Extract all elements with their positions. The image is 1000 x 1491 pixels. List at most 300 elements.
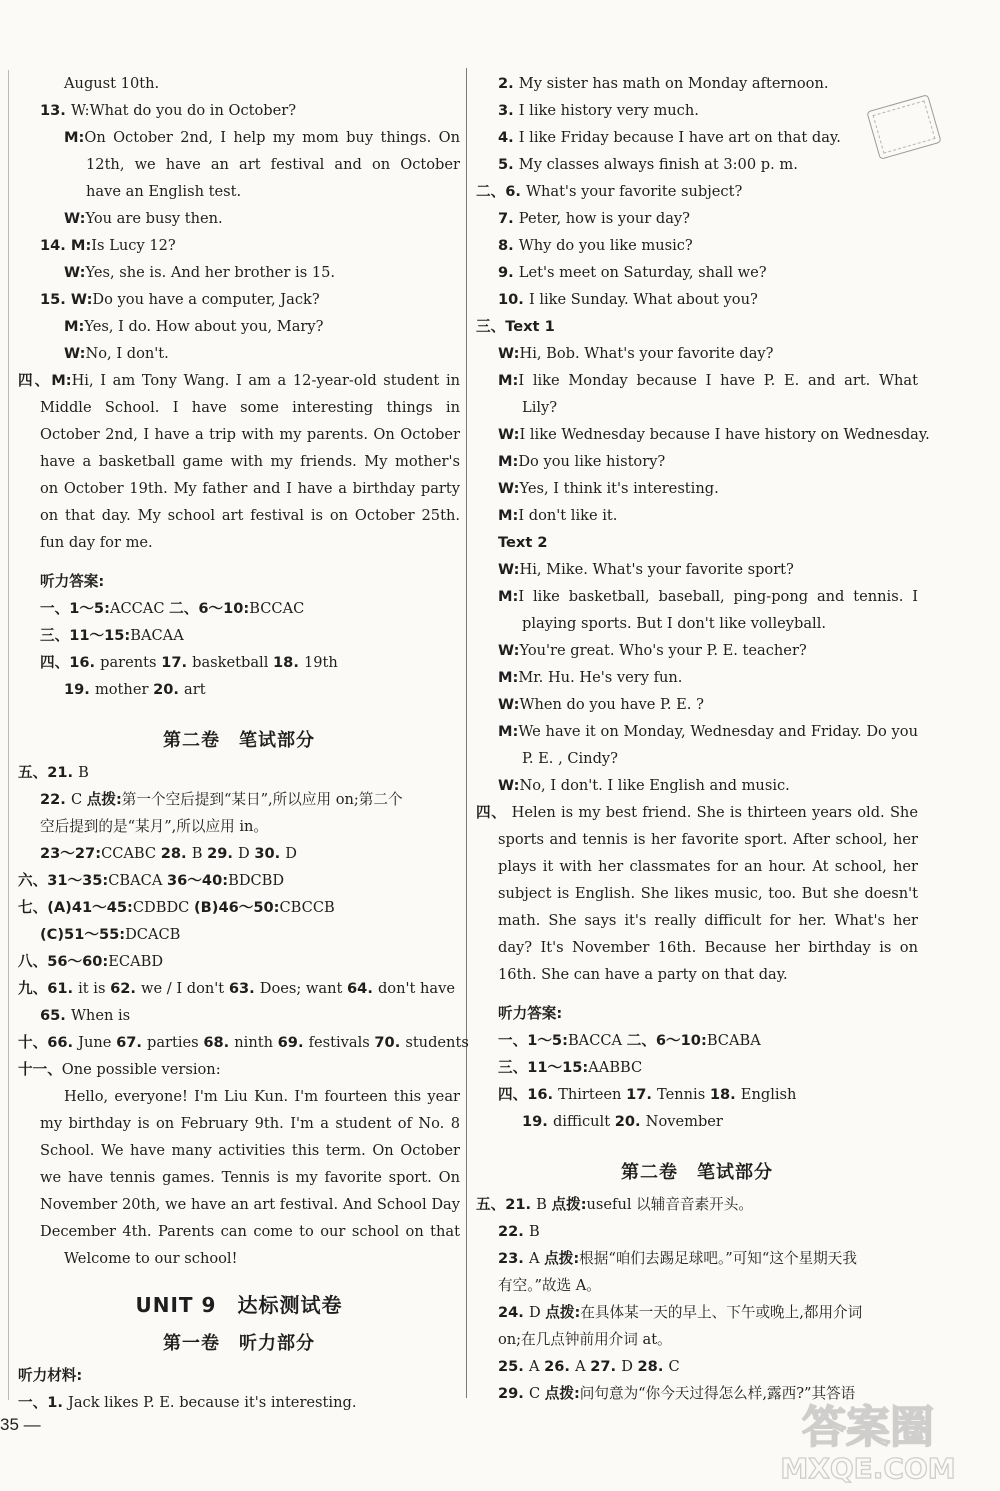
item-label: W: — [498, 480, 520, 497]
item-label: 25. — [498, 1358, 529, 1375]
item-text: mother — [94, 681, 154, 698]
item-text: DCACB — [125, 926, 181, 943]
item-text: 在具体某一天的早上、下午或晚上,都用介词 — [580, 1304, 863, 1321]
item-text: plays it with her classmates for an hour. At school, her — [498, 858, 918, 875]
item-label: 13. — [40, 102, 71, 119]
text-line — [476, 718, 918, 745]
text-line — [476, 664, 918, 691]
item-text: on that day. My school art festival is on October 25th. — [40, 507, 460, 524]
item-text: A — [528, 1358, 545, 1375]
text-line — [476, 1027, 918, 1054]
item-text: 12th, we have an art festival and on October — [86, 156, 460, 173]
item-label: 三、11～15: — [498, 1059, 589, 1076]
text-line — [18, 568, 460, 595]
text-line — [18, 97, 460, 124]
text-line — [476, 799, 918, 826]
item-label: 36～40: — [167, 872, 229, 889]
text-line — [476, 448, 918, 475]
item-label: 二、6. — [476, 183, 526, 200]
item-text: Middle School. I have some interesting things in — [40, 399, 460, 416]
text-line — [476, 1299, 918, 1326]
text-line — [18, 921, 460, 948]
section-heading — [476, 1155, 918, 1191]
item-text: 根据“咱们去踢足球吧。”可知“这个星期天我 — [579, 1250, 857, 1267]
item-text: W:What do you do in October? — [70, 102, 297, 119]
item-text: Let's meet on Saturday, shall we? — [518, 264, 767, 281]
text-line — [476, 583, 918, 610]
item-label: 点拨: — [551, 1196, 587, 1213]
spacer — [18, 1272, 460, 1284]
spacer — [18, 556, 460, 568]
item-text: basketball — [192, 654, 274, 671]
item-label: (C)51～55: — [40, 926, 126, 943]
item-label: 一、1～5: — [498, 1032, 568, 1049]
item-text: on;在几点钟前用介词 at。 — [498, 1331, 672, 1348]
text-line — [476, 475, 918, 502]
item-text: CBCCB — [279, 899, 335, 916]
item-text: have a basketball game with my friends. My mother's — [40, 453, 460, 470]
text-line — [18, 475, 460, 502]
item-text: School. We have many activities this term. On October — [40, 1142, 460, 1159]
text-line — [476, 286, 918, 313]
item-label: 八、56～60: — [18, 953, 109, 970]
item-label: 五、21. — [476, 1196, 537, 1213]
text-line — [476, 556, 918, 583]
item-text: BACAA — [130, 627, 184, 644]
column-divider — [466, 68, 467, 1398]
item-text: You're great. Who's your P. E. teacher? — [519, 642, 807, 659]
item-text: C — [528, 1385, 545, 1402]
item-text: Hi, I am Tony Wang. I am a 12-year-old student in — [71, 372, 460, 389]
item-label: 28. — [160, 845, 192, 862]
item-text: students — [405, 1034, 469, 1051]
item-text: Jack likes P. E. because it's interesting. — [67, 1394, 357, 1411]
item-label: M: — [64, 318, 85, 335]
item-text: 问句意为“你今天过得怎么样,露西?”其答语 — [579, 1385, 856, 1402]
text-line — [476, 880, 918, 907]
text-line — [18, 367, 460, 394]
text-line — [476, 1000, 918, 1027]
item-text: D — [528, 1304, 546, 1321]
item-text: 空后提到的是“某月”,所以应用 in。 — [40, 818, 268, 835]
item-label: W: — [64, 264, 86, 281]
item-label: 六、31～35: — [18, 872, 109, 889]
item-label: 69. — [277, 1034, 309, 1051]
item-text: 第二卷 笔试部分 — [621, 1162, 773, 1183]
item-text: ninth — [234, 1034, 278, 1051]
item-label: 23～27: — [40, 845, 102, 862]
text-line — [18, 1164, 460, 1191]
text-line — [476, 259, 918, 286]
item-label: 28. — [637, 1358, 669, 1375]
item-text: Lily? — [522, 399, 558, 416]
item-text: October 2nd, I have a trip with my parents. On October — [40, 426, 460, 443]
item-label: 四、16. — [498, 1086, 559, 1103]
item-label: 10. — [498, 291, 529, 308]
item-text: Peter, how is your day? — [518, 210, 691, 227]
text-line — [18, 1137, 460, 1164]
text-line — [18, 259, 460, 286]
text-line — [18, 421, 460, 448]
item-label: 点拨: — [545, 1304, 581, 1321]
item-text: P. E. , Cindy? — [522, 750, 618, 767]
unit-title — [18, 1284, 460, 1326]
item-label: 五、21. — [18, 764, 79, 781]
text-line — [476, 394, 918, 421]
text-line — [18, 1245, 460, 1272]
left-margin-rule — [8, 70, 9, 1400]
watermark-line-1: 答案圈 — [802, 1402, 934, 1453]
item-label: 4. — [498, 129, 519, 146]
item-text: I like Monday because I have P. E. and art. What — [518, 372, 918, 389]
item-text: B — [78, 764, 89, 781]
text-line — [476, 124, 918, 151]
text-line — [18, 205, 460, 232]
item-text: Thirteen — [558, 1086, 627, 1103]
item-text: difficult — [552, 1113, 615, 1130]
text-line — [18, 649, 460, 676]
text-line — [18, 1029, 469, 1056]
item-label: M: — [498, 507, 519, 524]
item-text: ACCAC — [109, 600, 170, 617]
item-label: 三、Text 1 — [476, 318, 555, 335]
item-text: CDBDC — [132, 899, 194, 916]
text-line — [476, 1054, 918, 1081]
item-label: 15. W: — [40, 291, 93, 308]
item-label: 点拨: — [86, 791, 122, 808]
text-line — [18, 894, 460, 921]
item-label: 9. — [498, 264, 519, 281]
item-label: 七、(A)41～45: — [18, 899, 133, 916]
item-text: day? It's November 16th. Because her birthday is on — [498, 939, 918, 956]
text-line — [18, 676, 460, 703]
item-text: Yes, I think it's interesting. — [519, 480, 719, 497]
item-label: W: — [498, 345, 520, 362]
item-text: useful 以辅音音素开头。 — [586, 1196, 753, 1213]
item-label: 19. — [64, 681, 95, 698]
item-text: My classes always finish at 3:00 p. m. — [518, 156, 798, 173]
text-line — [476, 421, 930, 448]
item-text: 第一卷 听力部分 — [163, 1333, 315, 1354]
item-label: M: — [498, 588, 519, 605]
item-label: 65. — [40, 1007, 71, 1024]
text-line — [476, 529, 918, 556]
item-label: 听力材料: — [18, 1367, 83, 1384]
item-text: CBACA — [108, 872, 168, 889]
text-line — [476, 151, 918, 178]
text-line — [18, 840, 460, 867]
item-text: You are busy then. — [85, 210, 223, 227]
item-text: parties — [147, 1034, 204, 1051]
item-label: 2. — [498, 75, 519, 92]
item-text: art — [184, 681, 206, 698]
text-line — [18, 70, 460, 97]
item-text: BCCAC — [249, 600, 305, 617]
text-line — [476, 70, 918, 97]
item-text: D — [621, 1358, 638, 1375]
text-line — [476, 340, 918, 367]
text-line — [476, 826, 918, 853]
item-label: 29. — [498, 1385, 529, 1402]
page-number: 35 — — [0, 1415, 41, 1434]
section-heading — [18, 1326, 460, 1362]
item-text: Hello, everyone! I'm Liu Kun. I'm fourteen this year — [64, 1088, 460, 1105]
item-label: 听力答案: — [498, 1005, 563, 1022]
item-label: 3. — [498, 102, 519, 119]
item-text: we have tennis games. Tennis is my favorite sport. On — [40, 1169, 460, 1186]
item-text: Yes, I do. How about you, Mary? — [84, 318, 324, 335]
item-text: I like Wednesday because I have history on Wednesday. — [519, 426, 930, 443]
text-line — [476, 313, 918, 340]
text-line — [476, 1191, 918, 1218]
item-text: We have it on Monday, Wednesday and Friday. Do you — [518, 723, 918, 740]
item-label: 19. — [522, 1113, 553, 1130]
item-label: W: — [64, 345, 86, 362]
text-line — [476, 961, 918, 988]
item-text: subject is English. She likes music, too. But she doesn't — [498, 885, 918, 902]
text-line — [18, 340, 460, 367]
item-text: I like basketball, baseball, ping-pong and tennis. I — [518, 588, 918, 605]
item-text: BACCA — [567, 1032, 627, 1049]
text-line — [18, 529, 460, 556]
item-label: W: — [498, 696, 520, 713]
item-text: I like Sunday. What about you? — [528, 291, 758, 308]
item-text: My sister has math on Monday afternoon. — [518, 75, 829, 92]
text-line — [18, 622, 460, 649]
text-line — [476, 772, 918, 799]
item-text: we / I don't — [141, 980, 229, 997]
item-label: 22. — [498, 1223, 529, 1240]
item-label: 67. — [116, 1034, 147, 1051]
item-text: B — [536, 1196, 552, 1213]
item-text: B — [191, 845, 208, 862]
item-label: 点拨: — [544, 1385, 580, 1402]
item-text: Is Lucy 12? — [91, 237, 176, 254]
item-text: November 20th, we have an art festival. And School Day — [40, 1196, 460, 1213]
item-label: W: — [498, 642, 520, 659]
item-label: 三、11～15: — [40, 627, 131, 644]
spacer — [18, 703, 460, 723]
text-line — [476, 178, 918, 205]
item-text: BCABA — [706, 1032, 761, 1049]
text-line — [18, 813, 460, 840]
text-line — [18, 448, 460, 475]
right-column — [476, 70, 930, 1407]
item-label: 22. — [40, 791, 71, 808]
item-label: 26. — [544, 1358, 576, 1375]
item-label: W: — [498, 426, 520, 443]
item-text: fun day for me. — [40, 534, 153, 551]
item-text: A — [528, 1250, 545, 1267]
item-text: my birthday is on February 9th. I'm a student of No. 8 — [40, 1115, 460, 1132]
text-line — [18, 151, 460, 178]
text-line — [18, 786, 460, 813]
item-text: on October 19th. My father and I have a birthday party — [40, 480, 460, 497]
item-text: don't have — [377, 980, 455, 997]
item-label: (B)46～50: — [193, 899, 280, 916]
item-text: One possible version: — [61, 1061, 221, 1078]
item-text: Hi, Bob. What's your favorite day? — [519, 345, 774, 362]
text-line — [18, 1218, 460, 1245]
text-line — [476, 502, 918, 529]
text-line — [18, 1056, 460, 1083]
text-line — [18, 313, 460, 340]
item-label: 5. — [498, 156, 519, 173]
left-column — [18, 70, 469, 1416]
text-line — [18, 759, 460, 786]
item-label: 十一、 — [18, 1061, 62, 1078]
text-line — [476, 1353, 918, 1380]
item-text: June — [78, 1034, 117, 1051]
text-line — [476, 232, 918, 259]
item-text: C — [70, 791, 87, 808]
text-line — [476, 691, 918, 718]
item-text: December 4th. Parents can come to our school on that — [40, 1223, 460, 1240]
item-text: Hi, Mike. What's your favorite sport? — [519, 561, 794, 578]
text-line — [476, 1218, 918, 1245]
item-label: 20. — [153, 681, 185, 698]
text-line — [18, 232, 460, 259]
text-line — [476, 367, 918, 394]
item-text: 16th. She can have a party on that day. — [498, 966, 788, 983]
text-line — [18, 124, 460, 151]
item-text: Why do you like music? — [518, 237, 693, 254]
item-text: BDCBD — [228, 872, 285, 889]
item-label: 27. — [590, 1358, 622, 1375]
text-line — [476, 637, 918, 664]
item-text: Welcome to our school! — [64, 1250, 238, 1267]
item-label: 四、16. — [40, 654, 101, 671]
item-label: 7. — [498, 210, 519, 227]
item-label: 62. — [110, 980, 142, 997]
item-text: What's your favorite subject? — [525, 183, 743, 200]
item-label: 四、 — [476, 804, 507, 821]
item-text: ECABD — [108, 953, 164, 970]
text-line — [476, 907, 918, 934]
item-label: 听力答案: — [40, 573, 105, 590]
item-text: C — [668, 1358, 680, 1375]
item-text: festivals — [308, 1034, 375, 1051]
item-text: I don't like it. — [518, 507, 618, 524]
item-label: W: — [498, 777, 520, 794]
text-line — [476, 853, 918, 880]
text-line — [18, 595, 460, 622]
item-text: November — [645, 1113, 723, 1130]
text-line — [476, 1081, 918, 1108]
item-text: I like history very much. — [518, 102, 699, 119]
item-text: CCABC — [101, 845, 161, 862]
item-text: it is — [78, 980, 111, 997]
text-line — [18, 502, 460, 529]
text-line — [18, 867, 460, 894]
item-text: 19th — [303, 654, 338, 671]
text-line — [18, 1083, 460, 1110]
item-text: A — [575, 1358, 591, 1375]
item-text: AABBC — [588, 1059, 643, 1076]
spacer — [476, 988, 918, 1000]
item-label: 8. — [498, 237, 519, 254]
item-label: 点拨: — [544, 1250, 580, 1267]
item-text: Mr. Hu. He's very fun. — [518, 669, 683, 686]
item-label: W: — [64, 210, 86, 227]
item-label: M: — [64, 129, 85, 146]
item-label: 二、6～10: — [169, 600, 250, 617]
item-text: August 10th. — [64, 75, 160, 92]
item-text: Helen is my best friend. She is thirteen years old. She — [511, 804, 918, 821]
item-label: 64. — [347, 980, 378, 997]
item-text: Do you like history? — [518, 453, 666, 470]
item-text: math. She says it's really difficult for her. What's her — [498, 912, 918, 929]
text-line — [476, 745, 918, 772]
item-label: 14. M: — [40, 237, 92, 254]
item-text: Yes, she is. And her brother is 15. — [85, 264, 336, 281]
text-line — [18, 1389, 460, 1416]
text-line — [18, 1362, 460, 1389]
item-text: 第二卷 笔试部分 — [163, 730, 315, 751]
text-line — [18, 286, 460, 313]
item-text: D — [238, 845, 255, 862]
item-label: 一、1. — [18, 1394, 68, 1411]
item-text: Does; want — [259, 980, 348, 997]
item-text: sports and tennis is her favorite sport. After school, her — [498, 831, 918, 848]
item-text: have an English test. — [86, 183, 242, 200]
item-label: 63. — [228, 980, 260, 997]
item-label: Text 2 — [498, 534, 548, 551]
text-line — [476, 610, 918, 637]
item-text: When is — [70, 1007, 131, 1024]
text-line — [476, 1272, 918, 1299]
text-line — [18, 1110, 460, 1137]
item-text: 有空。”故选 A。 — [498, 1277, 601, 1294]
item-label: 17. — [161, 654, 193, 671]
item-text: UNIT 9 达标测试卷 — [135, 1293, 343, 1317]
item-text: parents — [100, 654, 162, 671]
item-label: 二、6～10: — [626, 1032, 707, 1049]
text-line — [18, 948, 460, 975]
item-label: 十、66. — [18, 1034, 79, 1051]
text-line — [18, 178, 460, 205]
item-label: 20. — [614, 1113, 646, 1130]
item-text: When do you have P. E. ? — [519, 696, 704, 713]
item-text: D — [285, 845, 297, 862]
text-line — [476, 934, 918, 961]
item-label: M: — [498, 669, 519, 686]
item-text: B — [528, 1223, 540, 1240]
item-label: M: — [498, 372, 519, 389]
text-line — [476, 1245, 918, 1272]
item-label: 29. — [207, 845, 238, 862]
spacer — [476, 1135, 918, 1155]
item-text: Tennis — [657, 1086, 710, 1103]
item-text: playing sports. But I don't like volleyball. — [522, 615, 827, 632]
item-label: 17. — [626, 1086, 658, 1103]
item-label: M: — [498, 453, 519, 470]
item-label: 68. — [203, 1034, 235, 1051]
text-line — [18, 1191, 460, 1218]
item-text: I like Friday because I have art on that day. — [518, 129, 841, 146]
item-label: 70. — [374, 1034, 406, 1051]
item-label: W: — [498, 561, 520, 578]
item-label: 一、1～5: — [40, 600, 110, 617]
text-line — [476, 1326, 918, 1353]
text-line — [18, 975, 460, 1002]
section-heading — [18, 723, 460, 759]
text-line — [476, 1108, 918, 1135]
item-text: Do you have a computer, Jack? — [92, 291, 320, 308]
text-line — [18, 394, 460, 421]
text-line — [476, 97, 918, 124]
item-text: 第一个空后提到“某日”,所以应用 on;第二个 — [121, 791, 403, 808]
